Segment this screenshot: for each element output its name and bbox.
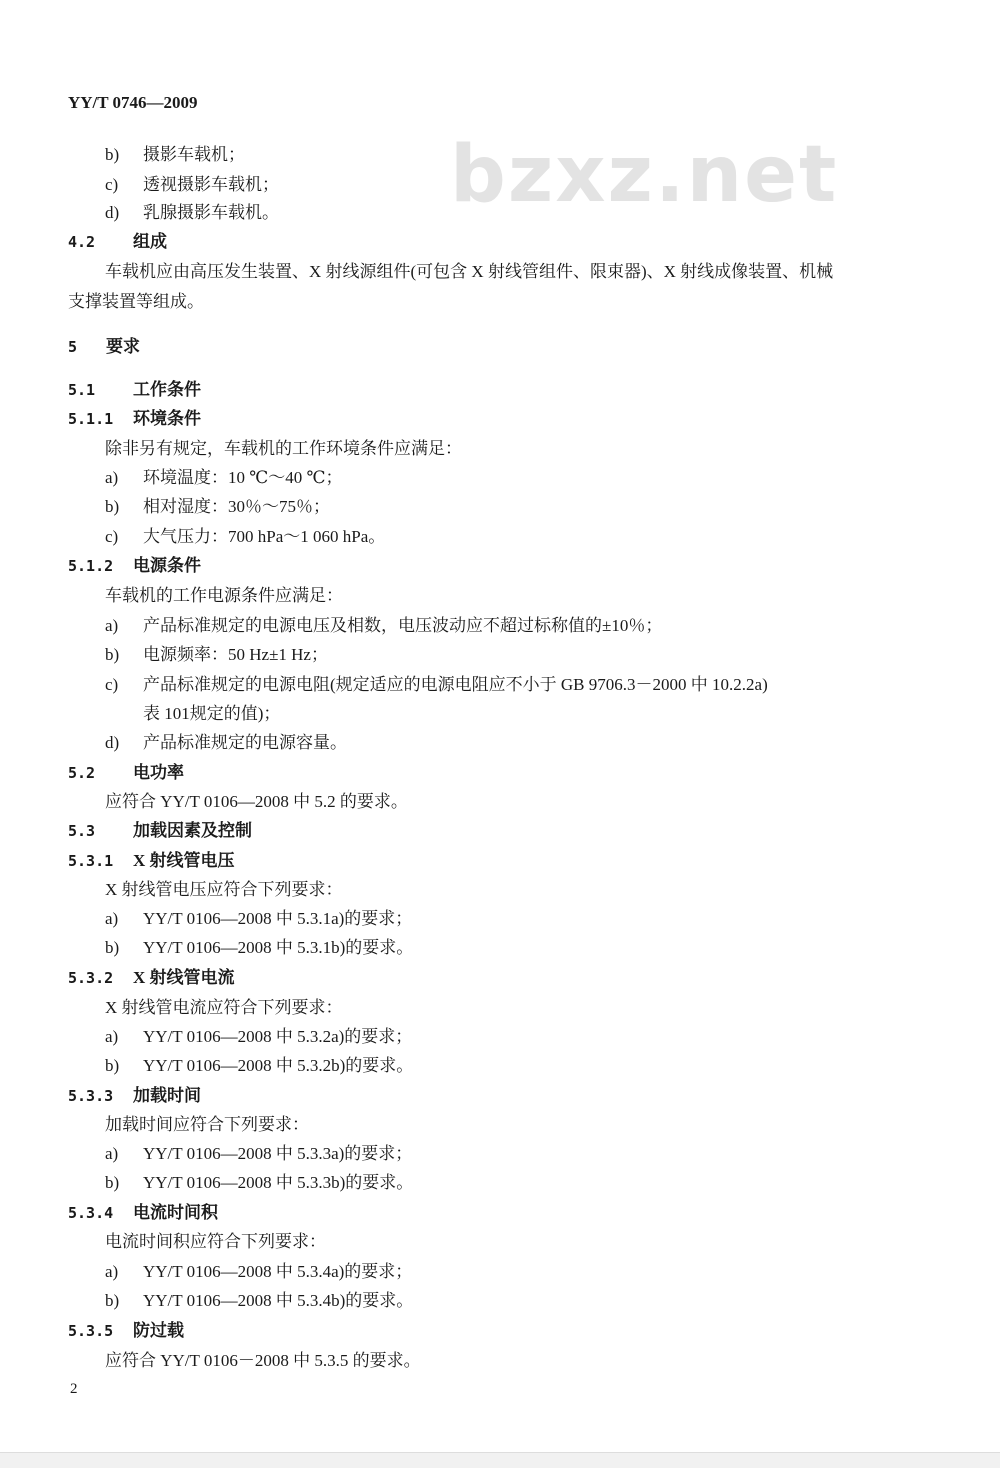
paragraph: X 射线管电流应符合下列要求： xyxy=(105,998,343,1017)
item-label: c) xyxy=(105,527,119,546)
item-text: 产品标准规定的电源容量。 xyxy=(143,733,347,752)
watermark: bzxz.net xyxy=(450,130,839,220)
item-label: a) xyxy=(105,468,119,487)
page-bottom-edge xyxy=(0,1452,1000,1468)
item-label: a) xyxy=(105,616,119,635)
section-number: 5.3.2 xyxy=(68,969,114,987)
section-number: 5.1.2 xyxy=(68,557,114,575)
item-label: a) xyxy=(105,1027,119,1046)
section-number: 5.1 xyxy=(68,381,96,399)
section-number: 5.1.1 xyxy=(68,410,114,428)
item-text-continued: 表 101规定的值)； xyxy=(143,704,281,723)
item-text: YY/T 0106—2008 中 5.3.4b)的要求。 xyxy=(143,1291,414,1310)
section-title: 加载因素及控制 xyxy=(133,821,252,840)
item-label: c) xyxy=(105,675,119,694)
item-text: 相对湿度：30％～75％； xyxy=(143,497,330,516)
item-text: 产品标准规定的电源电阻(规定适应的电源电阻应不小于 GB 9706.3－2000 中 10.2.2a) xyxy=(143,675,768,694)
item-text: 乳腺摄影车载机。 xyxy=(143,203,279,222)
section-heading xyxy=(68,409,201,429)
section-title: 电功率 xyxy=(133,763,184,782)
item-label: a) xyxy=(105,909,119,928)
section-heading xyxy=(68,337,140,357)
item-text: 大气压力：700 hPa～1 060 hPa。 xyxy=(143,527,386,546)
paragraph: 电流时间积应符合下列要求： xyxy=(105,1232,326,1251)
section-heading xyxy=(68,1321,184,1341)
item-text: 环境温度：10 ℃～40 ℃； xyxy=(143,468,343,487)
item-label: d) xyxy=(105,733,120,752)
paragraph: 应符合 YY/T 0106－2008 中 5.3.5 的要求。 xyxy=(105,1351,421,1370)
section-number: 5.3.5 xyxy=(68,1322,114,1340)
item-text: 摄影车载机； xyxy=(143,145,245,164)
item-label: d) xyxy=(105,203,120,222)
section-heading xyxy=(68,968,235,988)
section-heading xyxy=(68,1086,201,1106)
section-number: 5.2 xyxy=(68,764,96,782)
section-number: 5.3.4 xyxy=(68,1204,114,1222)
paragraph: X 射线管电压应符合下列要求： xyxy=(105,880,343,899)
paragraph: 应符合 YY/T 0106—2008 中 5.2 的要求。 xyxy=(105,792,408,811)
section-title: X 射线管电压 xyxy=(133,851,235,870)
paragraph: 支撑装置等组成。 xyxy=(68,292,204,311)
item-label: b) xyxy=(105,645,120,664)
item-text: 电源频率：50 Hz±1 Hz； xyxy=(143,645,328,664)
section-heading xyxy=(68,232,167,252)
item-label: b) xyxy=(105,1291,120,1310)
item-label: b) xyxy=(105,1056,120,1075)
item-label: b) xyxy=(105,938,120,957)
item-text: 产品标准规定的电源电压及相数，电压波动应不超过标称值的±10％； xyxy=(143,616,663,635)
item-text: YY/T 0106—2008 中 5.3.1b)的要求。 xyxy=(143,938,414,957)
item-text: YY/T 0106—2008 中 5.3.1a)的要求； xyxy=(143,909,413,928)
section-heading xyxy=(68,1203,218,1223)
section-number: 5.3 xyxy=(68,822,96,840)
item-label: b) xyxy=(105,497,120,516)
section-title: 防过载 xyxy=(133,1321,184,1340)
section-title: 电源条件 xyxy=(133,556,201,575)
section-title: 要求 xyxy=(106,337,140,356)
section-title: 环境条件 xyxy=(133,409,201,428)
section-title: X 射线管电流 xyxy=(133,968,235,987)
paragraph: 车载机应由高压发生装置、X 射线源组件(可包含 X 射线管组件、限束器)、X 射线成像装置、机械 xyxy=(105,262,834,281)
section-heading xyxy=(68,851,235,871)
item-label: b) xyxy=(105,145,120,164)
item-text: YY/T 0106—2008 中 5.3.3a)的要求； xyxy=(143,1144,413,1163)
item-text: 透视摄影车载机； xyxy=(143,175,279,194)
item-text: YY/T 0106—2008 中 5.3.3b)的要求。 xyxy=(143,1173,414,1192)
section-heading xyxy=(68,380,201,400)
item-text: YY/T 0106—2008 中 5.3.4a)的要求； xyxy=(143,1262,413,1281)
item-text: YY/T 0106—2008 中 5.3.2b)的要求。 xyxy=(143,1056,414,1075)
section-heading xyxy=(68,556,201,576)
section-title: 工作条件 xyxy=(133,380,201,399)
item-text: YY/T 0106—2008 中 5.3.2a)的要求； xyxy=(143,1027,413,1046)
section-title: 组成 xyxy=(133,232,167,251)
item-label: a) xyxy=(105,1262,119,1281)
section-heading xyxy=(68,763,184,783)
section-number: 5.3.1 xyxy=(68,852,114,870)
paragraph: 加载时间应符合下列要求： xyxy=(105,1115,309,1134)
section-heading xyxy=(68,821,252,841)
paragraph: 除非另有规定，车载机的工作环境条件应满足： xyxy=(105,439,462,458)
section-number: 5 xyxy=(68,338,78,356)
paragraph: 车载机的工作电源条件应满足： xyxy=(105,586,343,605)
item-label: a) xyxy=(105,1144,119,1163)
section-number: 5.3.3 xyxy=(68,1087,114,1105)
section-number: 4.2 xyxy=(68,233,96,251)
section-title: 电流时间积 xyxy=(133,1203,218,1222)
item-label: b) xyxy=(105,1173,120,1192)
section-title: 加载时间 xyxy=(133,1086,201,1105)
document-code: YY/T 0746—2009 xyxy=(68,93,198,112)
page-number: 2 xyxy=(70,1381,78,1397)
item-label: c) xyxy=(105,175,119,194)
